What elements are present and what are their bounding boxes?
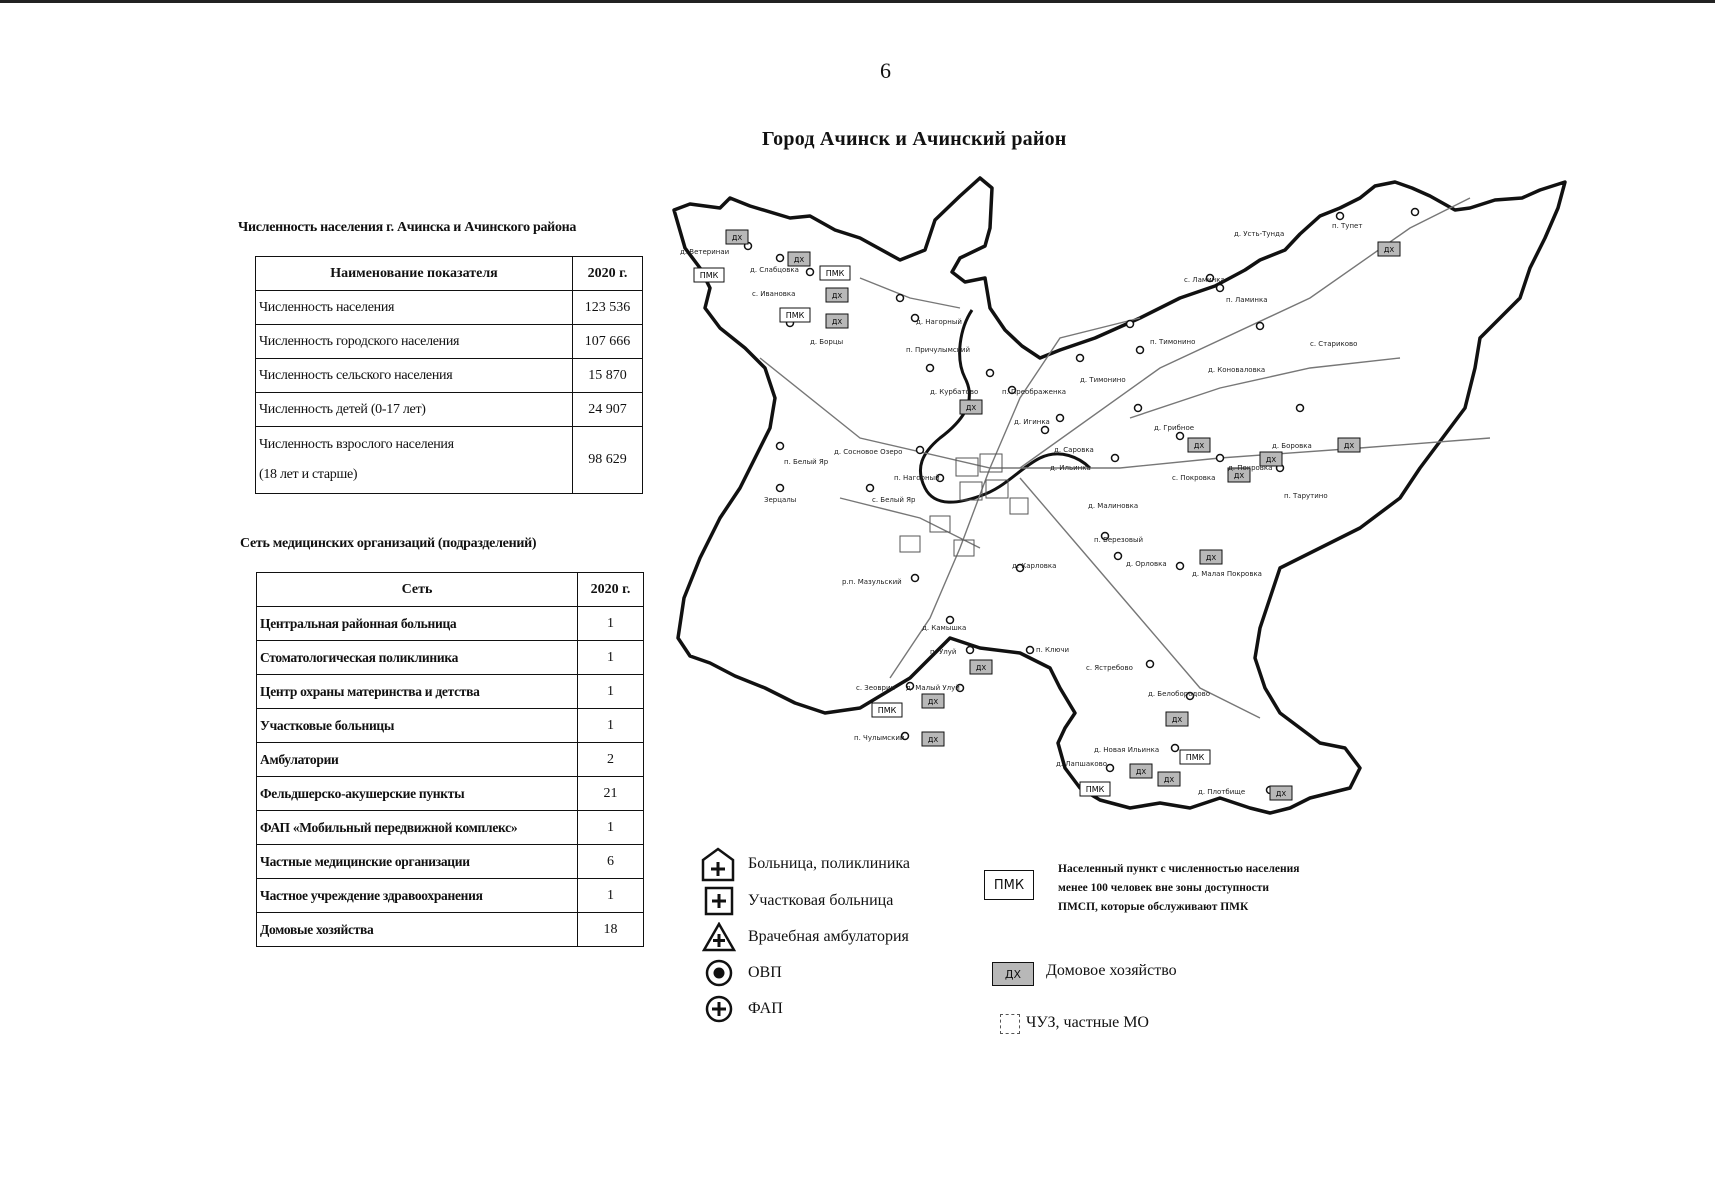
row-label: Частное учреждение здравоохранения — [257, 879, 578, 913]
private-clinic-icon — [1000, 1014, 1020, 1034]
town-label: д. Малый Улуй — [906, 684, 960, 692]
town-label: д. Курбатово — [930, 388, 979, 396]
town-label: д. Слабцовка — [750, 266, 799, 274]
town-label: д. Ветеринаи — [680, 248, 730, 256]
row-value: 1 — [578, 709, 644, 743]
household-marker: ДХ — [1383, 246, 1395, 254]
row-label: Частные медицинские организации — [257, 845, 578, 879]
legend-label: Больница, поликлиника — [748, 855, 911, 872]
household-marker: ДХ — [1193, 442, 1205, 450]
town-label: д. Коноваловка — [1208, 366, 1266, 374]
town-label: р.п. Мазульский — [842, 578, 902, 586]
table-row — [256, 393, 643, 427]
household-marker: ДХ — [831, 292, 843, 300]
row-value: 21 — [578, 777, 644, 811]
row-value: 1 — [578, 879, 644, 913]
network-caption: Сеть медицинских организаций (подразделений) — [240, 536, 537, 551]
town-label: д. Борцы — [810, 338, 844, 346]
town-label: п. Ключи — [1036, 646, 1070, 654]
district-map — [660, 168, 1580, 873]
town-label: д. Саровка — [1054, 446, 1094, 454]
household-marker: ДХ — [975, 664, 987, 672]
river — [920, 310, 1090, 502]
row-label: Участковые больницы — [257, 709, 578, 743]
row-value: 98 629 — [573, 427, 643, 494]
town-label: п. Ламинка — [1226, 296, 1268, 304]
row-label: Численность детей (0-17 лет) — [256, 393, 573, 427]
town-label: д. Малиновка — [1088, 502, 1139, 510]
household-marker: ДХ — [1265, 456, 1277, 464]
row-label: Численность населения — [256, 291, 573, 325]
legend-label: Участковая больница — [748, 892, 894, 909]
town-label: д. Орловка — [1126, 560, 1167, 568]
town-label: д. Лапшаково — [1056, 760, 1108, 768]
town-label: д. Новая Ильинка — [1094, 746, 1160, 754]
row-value: 1 — [578, 675, 644, 709]
legend-label: Домовое хозяйство — [1046, 962, 1177, 979]
table-row — [257, 845, 644, 879]
town-label: д. Карловка — [1012, 562, 1057, 570]
town-label: п. Преображенка — [1002, 388, 1067, 396]
town-label: Зерцалы — [764, 496, 797, 504]
table-row — [256, 291, 643, 325]
pmk-marker: ПМК — [825, 269, 845, 278]
town-label: п. Чулымский — [854, 734, 905, 742]
town-label: п. Белый Яр — [784, 458, 829, 466]
household-marker: ДХ — [1163, 776, 1175, 784]
row-label: Численность сельского населения — [256, 359, 573, 393]
town-label: д. Нагорный — [916, 318, 962, 326]
header-indicator: Наименование показателя — [256, 257, 573, 291]
row-label — [256, 427, 573, 494]
pmk-legend-note: Населенный пункт с численностью населения менее 100 человек вне зоны доступности ПМСП, которые обслуживают ПМК — [1058, 863, 1300, 913]
page-number: 6 — [880, 58, 891, 83]
legend-ovp — [704, 958, 782, 988]
table-row — [257, 641, 644, 675]
legend-label: Врачебная амбулатория — [748, 928, 909, 945]
town-label: д. Покровка — [1228, 464, 1273, 472]
household-marker: ДХ — [1233, 472, 1245, 480]
town-label: д. Камышка — [922, 624, 967, 632]
row-value: 18 — [578, 913, 644, 947]
row-value: 107 666 — [573, 325, 643, 359]
table-row — [257, 879, 644, 913]
ambulatory-icon — [702, 922, 736, 952]
town-label: п. Тупет — [1332, 222, 1363, 230]
row-label-line1: Численность взрослого населения — [259, 437, 454, 452]
table-row — [257, 743, 644, 777]
town-label: п. Тимонино — [1150, 338, 1196, 346]
town-label: д. Ильинка — [1050, 464, 1091, 472]
hospital-icon — [700, 846, 736, 882]
town-label: п. Нагорный — [894, 474, 940, 482]
town-label: п. Причулымский — [906, 346, 971, 354]
household-marker: ДХ — [1205, 554, 1217, 562]
town-label: п. Улуй — [930, 648, 957, 656]
fap-icon — [704, 994, 734, 1024]
town-label: д. Тимонино — [1080, 376, 1126, 384]
town-label: п. Березовый — [1094, 536, 1144, 544]
table-row — [257, 675, 644, 709]
town-label: д. Боровка — [1272, 442, 1312, 450]
row-label: Фельдшерско-акушерские пункты — [257, 777, 578, 811]
legend-label: ОВП — [748, 964, 782, 981]
household-legend-icon: ДХ — [992, 962, 1034, 986]
row-value: 1 — [578, 607, 644, 641]
row-label: Стоматологическая поликлиника — [257, 641, 578, 675]
town-label: с. Ивановка — [752, 290, 796, 298]
roads — [760, 198, 1490, 718]
town-label: с. Ястребово — [1086, 664, 1133, 672]
town-label: д. Белобородово — [1148, 690, 1211, 698]
town-label: с. Стариково — [1310, 340, 1358, 348]
row-value: 15 870 — [573, 359, 643, 393]
row-value: 24 907 — [573, 393, 643, 427]
table-row — [256, 359, 643, 393]
population-table — [255, 256, 643, 494]
row-value: 2 — [578, 743, 644, 777]
ovp-icon — [704, 958, 734, 988]
row-label: Центральная районная больница — [257, 607, 578, 641]
town-label: д. Грибное — [1154, 424, 1195, 432]
header-net: Сеть — [257, 573, 578, 607]
table-row — [256, 325, 643, 359]
town-label: с. Зеоврин — [856, 684, 896, 692]
pmk-marker: ПМК — [1085, 785, 1105, 794]
row-label: Центр охраны материнства и детства — [257, 675, 578, 709]
town-label: п. Тарутино — [1284, 492, 1328, 500]
page-title: Город Ачинск и Ачинский район — [762, 128, 1067, 150]
town-label: д. Малая Покровка — [1192, 570, 1262, 578]
table-row — [257, 709, 644, 743]
top-border — [0, 0, 1715, 3]
household-marker: ДХ — [731, 234, 743, 242]
district-map-svg — [660, 168, 1580, 868]
town-label: д. Игинка — [1014, 418, 1050, 426]
pmk-marker: ПМК — [699, 271, 719, 280]
row-value: 123 536 — [573, 291, 643, 325]
table-row — [257, 913, 644, 947]
table-row — [257, 811, 644, 845]
legend-fap — [704, 994, 783, 1024]
pmk-marker: ПМК — [877, 706, 897, 715]
row-label: Домовые хозяйства — [257, 913, 578, 947]
town-label: с. Ламинка — [1184, 276, 1225, 284]
household-marker: ДХ — [793, 256, 805, 264]
table-row — [257, 607, 644, 641]
header-year: 2020 г. — [578, 573, 644, 607]
town-label: д. Усть-Тунда — [1234, 230, 1285, 238]
legend-hospital — [700, 846, 910, 882]
population-caption: Численность населения г. Ачинска и Ачинского района — [238, 220, 577, 235]
town-label: д. Сосновое Озеро — [834, 448, 903, 456]
pmk-marker: ПМК — [785, 311, 805, 320]
legend-district-hospital — [704, 886, 893, 916]
row-value: 6 — [578, 845, 644, 879]
network-table — [256, 572, 644, 947]
pmk-marker: ПМК — [1185, 753, 1205, 762]
household-marker: ДХ — [927, 736, 939, 744]
town-label: с. Покровка — [1172, 474, 1216, 482]
legend-ambulatory — [702, 922, 909, 952]
district-hospital-icon — [704, 886, 734, 916]
row-label: ФАП «Мобильный передвижной комплекс» — [257, 811, 578, 845]
table-header-row — [256, 257, 643, 291]
pmk-legend-icon: ПМК — [984, 870, 1034, 900]
household-marker: ДХ — [1275, 790, 1287, 798]
town-label: с. Белый Яр — [872, 496, 916, 504]
household-marker: ДХ — [1135, 768, 1147, 776]
household-marker: ДХ — [927, 698, 939, 706]
legend-private — [1026, 1014, 1149, 1032]
table-row — [256, 427, 643, 494]
household-marker: ДХ — [1343, 442, 1355, 450]
household-marker: ДХ — [1171, 716, 1183, 724]
row-value: 1 — [578, 641, 644, 675]
row-label-line2: (18 лет и старше) — [259, 467, 358, 482]
row-value: 1 — [578, 811, 644, 845]
household-marker: ДХ — [965, 404, 977, 412]
header-year: 2020 г. — [573, 257, 643, 291]
row-label: Амбулатории — [257, 743, 578, 777]
household-markers — [726, 230, 1400, 800]
legend-label: ЧУЗ, частные МО — [1026, 1014, 1149, 1031]
household-marker: ДХ — [831, 318, 843, 326]
table-header-row — [257, 573, 644, 607]
legend-label: ФАП — [748, 1000, 783, 1017]
town-label: д. Плотбище — [1198, 788, 1246, 796]
table-row — [257, 777, 644, 811]
row-label: Численность городского населения — [256, 325, 573, 359]
legend-household — [1046, 962, 1177, 980]
